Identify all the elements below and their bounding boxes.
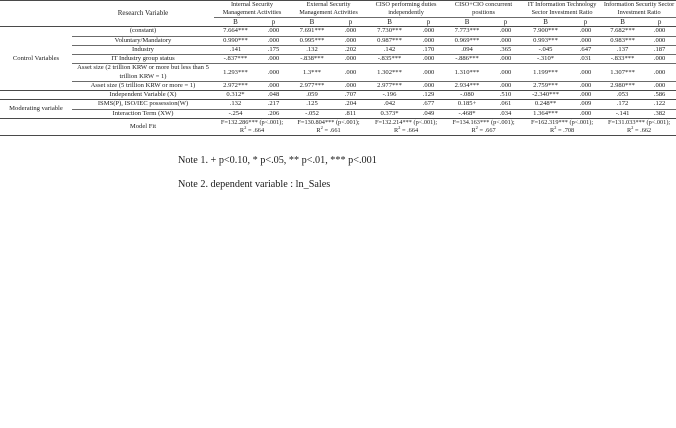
r-value: = .664 [246, 126, 265, 134]
cell-p: .000 [489, 55, 522, 64]
cell-p: .000 [412, 55, 445, 64]
header-group-internal-security: Internal Security Management Activities [214, 1, 290, 18]
r-symbol: R [471, 126, 476, 134]
model-fit-f-statistic: F=130.804*** (p<.001); [297, 118, 360, 126]
table-row [0, 81, 676, 90]
header-group-ciso-independent: CISO performing duties independently [367, 1, 445, 18]
header-b-6: B [602, 17, 643, 27]
cell-p: .122 [643, 100, 676, 109]
model-fit-spacer [0, 118, 72, 135]
table-row [0, 109, 676, 118]
cell-p: .365 [489, 45, 522, 54]
cell-b: 2.759*** [522, 81, 569, 90]
table-row [0, 36, 676, 45]
cell-b: 2.977*** [290, 81, 334, 90]
table-row-model-fit [0, 118, 676, 135]
model-fit-cell [290, 118, 367, 135]
row-label-asset-size-2-trillion: Asset size (2 trillion KRW or more but less than 5 trillion KRW = 1) [72, 64, 214, 81]
cell-b: 2.977*** [367, 81, 412, 90]
model-fit-f-statistic: F=132.286*** (p<.001); [220, 118, 284, 126]
table-row [0, 91, 676, 100]
table-row [0, 64, 676, 81]
cell-p: .000 [412, 36, 445, 45]
header-group-external-security: External Security Management Activities [290, 1, 367, 18]
cell-p: .000 [334, 64, 367, 81]
group-label-moderating-variable: Moderating variable [0, 100, 72, 118]
cell-p: .206 [257, 109, 290, 118]
model-fit-f-statistic: F=131.033*** (p<.001); [607, 118, 671, 126]
cell-p: .000 [643, 27, 676, 36]
cell-b: 0.185+ [445, 100, 489, 109]
model-fit-cell [367, 118, 445, 135]
header-p-3: p [412, 17, 445, 27]
row-label-constant: (constant) [72, 27, 214, 36]
cell-b: 0.969*** [445, 36, 489, 45]
cell-p: .000 [257, 55, 290, 64]
cell-b: 1.310*** [445, 64, 489, 81]
group-label-spacer-independent [0, 91, 72, 100]
cell-b: 0.983*** [602, 36, 643, 45]
cell-b: -.835*** [367, 55, 412, 64]
cell-b: 1.293*** [214, 64, 257, 81]
cell-p: .000 [257, 36, 290, 45]
cell-p: .000 [489, 27, 522, 36]
cell-b: .059 [290, 91, 334, 100]
cell-p: .034 [489, 109, 522, 118]
row-label-voluntary-mandatory: Voluntary/Mandatory [72, 36, 214, 45]
table-body [0, 27, 676, 135]
cell-b: 0.995*** [290, 36, 334, 45]
cell-p: .586 [643, 91, 676, 100]
cell-p: .204 [334, 100, 367, 109]
cell-b: .141 [214, 45, 257, 54]
cell-p: .049 [412, 109, 445, 118]
cell-b: -.080 [445, 91, 489, 100]
cell-b: -.045 [522, 45, 569, 54]
r-exponent: 2 [320, 124, 323, 130]
table-row [0, 100, 676, 109]
cell-p: .000 [569, 64, 602, 81]
header-p-2: p [334, 17, 367, 27]
cell-b: 0.987*** [367, 36, 412, 45]
group-label-control-variables: Control Variables [0, 27, 72, 91]
cell-p: .170 [412, 45, 445, 54]
cell-b: 2.972*** [214, 81, 257, 90]
r-exponent: 2 [398, 124, 401, 130]
r-exponent: 2 [475, 124, 478, 130]
row-label-asset-size-5-trillion: Asset size (5 trillion KRW or more = 1) [72, 81, 214, 90]
header-group-infosec-investment-ratio: Information Security Sector Investment Ratio [603, 1, 675, 16]
model-fit-r-squared [214, 124, 290, 135]
cell-p: .000 [334, 55, 367, 64]
table-row [0, 45, 676, 54]
cell-p: .048 [257, 91, 290, 100]
r-symbol: R [626, 126, 632, 134]
table-header [0, 1, 676, 27]
cell-b: -.310* [522, 55, 569, 64]
header-b-3: B [367, 17, 412, 27]
cell-p: .000 [643, 64, 676, 81]
cell-p: .000 [257, 27, 290, 36]
cell-b: .125 [290, 100, 334, 109]
cell-p: .000 [489, 64, 522, 81]
cell-b: 1.302*** [367, 64, 412, 81]
model-fit-cell [522, 118, 602, 135]
cell-b: 0.990*** [214, 36, 257, 45]
cell-b: -.886*** [445, 55, 489, 64]
cell-b: -2.340*** [522, 91, 569, 100]
cell-p: .000 [334, 27, 367, 36]
cell-b: 1.3*** [290, 64, 334, 81]
table-row [0, 55, 676, 64]
cell-b: 7.691*** [290, 27, 334, 36]
cell-b: -.052 [290, 109, 334, 118]
header-group-it-investment-ratio: IT Information Technology Sector Investment Ratio [522, 1, 602, 18]
header-b-1: B [214, 17, 257, 27]
model-fit-f-statistic: F=132.214*** (p<.001); [374, 118, 438, 126]
header-p-4: p [489, 17, 522, 27]
header-b-2: B [290, 17, 334, 27]
model-fit-r-squared [367, 124, 445, 135]
cell-b: .137 [602, 45, 643, 54]
r-exponent: 2 [244, 124, 247, 130]
cell-b: .172 [602, 100, 643, 109]
cell-b: 7.682*** [602, 27, 643, 36]
cell-b: 2.980*** [602, 81, 643, 90]
cell-b: 7.773*** [445, 27, 489, 36]
cell-p: .217 [257, 100, 290, 109]
cell-b: 1.199*** [522, 64, 569, 81]
cell-b: .142 [367, 45, 412, 54]
cell-b: .132 [290, 45, 334, 54]
r-value: = .662 [633, 126, 652, 134]
cell-p: .382 [643, 109, 676, 118]
model-fit-r-squared [522, 124, 602, 135]
header-b-5: B [522, 17, 569, 27]
cell-p: .187 [643, 45, 676, 54]
header-research-variable: Research Variable [72, 1, 214, 27]
cell-b: 1.307*** [602, 64, 643, 81]
model-fit-cell [602, 118, 676, 135]
cell-p: .000 [257, 64, 290, 81]
cell-b: -.254 [214, 109, 257, 118]
cell-b: -.833*** [602, 55, 643, 64]
note-dependent-variable: Note 2. dependent variable : ln_Sales [178, 178, 331, 190]
model-fit-r-squared [290, 124, 367, 135]
r-exponent: 2 [631, 124, 634, 130]
cell-p: .000 [643, 81, 676, 90]
r-symbol: R [549, 126, 555, 134]
cell-b: 2.934*** [445, 81, 489, 90]
cell-p: .811 [334, 109, 367, 118]
table-notes [0, 149, 676, 197]
header-spacer-left-2 [0, 17, 72, 27]
model-fit-f-statistic: F=134.163*** (p<.001); [452, 118, 515, 126]
header-group-ciso-cio: CISO+CIO concurrent positions [445, 1, 522, 18]
model-fit-r-squared [602, 124, 676, 135]
cell-b: -.468* [445, 109, 489, 118]
cell-p: .061 [489, 100, 522, 109]
regression-results-table [0, 0, 676, 136]
cell-p: .000 [569, 36, 602, 45]
cell-b: -.838*** [290, 55, 334, 64]
cell-p: .202 [334, 45, 367, 54]
header-b-4: B [445, 17, 489, 27]
r-symbol: R [316, 126, 321, 134]
cell-b: 0.993*** [522, 36, 569, 45]
cell-p: .000 [569, 81, 602, 90]
cell-p: .000 [569, 91, 602, 100]
row-label-industry: Industry [72, 45, 214, 54]
cell-b: .053 [602, 91, 643, 100]
r-symbol: R [239, 126, 245, 134]
cell-p: .000 [569, 109, 602, 118]
model-fit-r-squared [445, 124, 522, 135]
cell-p: .000 [412, 64, 445, 81]
cell-p: .647 [569, 45, 602, 54]
r-symbol: R [393, 126, 399, 134]
cell-p: .000 [489, 81, 522, 90]
row-label-interaction-term: Interaction Term (XW) [72, 109, 214, 118]
header-p-1: p [257, 17, 290, 27]
cell-p: .000 [412, 27, 445, 36]
cell-b: 7.664*** [214, 27, 257, 36]
cell-p: .000 [643, 55, 676, 64]
cell-p: .707 [334, 91, 367, 100]
header-p-6: p [643, 17, 676, 27]
r-value: = .708 [556, 126, 575, 134]
cell-p: .000 [643, 36, 676, 45]
header-spacer-left [0, 1, 72, 18]
cell-b: -.196 [367, 91, 412, 100]
model-fit-cell [214, 118, 290, 135]
cell-b: 0.248** [522, 100, 569, 109]
row-label-isms-iso-possession: ISMS(P), ISO/IEC possession(W) [72, 100, 214, 109]
header-p-5: p [569, 17, 602, 27]
cell-b: .094 [445, 45, 489, 54]
table-row [0, 27, 676, 36]
cell-b: 1.364*** [522, 109, 569, 118]
note-significance-levels: Note 1. + p<0.10, * p<.05, ** p<.01, *** p<.001 [178, 154, 377, 166]
cell-b: .042 [367, 100, 412, 109]
model-fit-f-statistic: F=162.319*** (p<.001); [530, 118, 594, 126]
r-value: = .664 [400, 126, 419, 134]
model-fit-cell [445, 118, 522, 135]
r-exponent: 2 [554, 124, 557, 130]
cell-b: -.141 [602, 109, 643, 118]
cell-b: 7.900*** [522, 27, 569, 36]
row-label-it-industry-group-status: IT Industry group status [72, 55, 214, 64]
cell-b: -.837*** [214, 55, 257, 64]
r-value: = .667 [477, 126, 496, 134]
cell-b: 0.373* [367, 109, 412, 118]
cell-b: .132 [214, 100, 257, 109]
cell-p: .000 [489, 36, 522, 45]
cell-b: 7.730*** [367, 27, 412, 36]
cell-p: .000 [257, 81, 290, 90]
cell-p: .000 [334, 81, 367, 90]
row-label-model-fit: Model Fit [72, 118, 214, 135]
header-group-row [0, 1, 676, 18]
cell-p: .031 [569, 55, 602, 64]
r-value: = .661 [322, 126, 341, 134]
cell-p: .510 [489, 91, 522, 100]
cell-p: .009 [569, 100, 602, 109]
cell-p: .000 [569, 27, 602, 36]
row-label-independent-variable: Independent Variable (X) [72, 91, 214, 100]
cell-p: .000 [334, 36, 367, 45]
cell-p: .000 [412, 81, 445, 90]
cell-p: .129 [412, 91, 445, 100]
cell-b: 0.312* [214, 91, 257, 100]
cell-p: .677 [412, 100, 445, 109]
cell-p: .175 [257, 45, 290, 54]
